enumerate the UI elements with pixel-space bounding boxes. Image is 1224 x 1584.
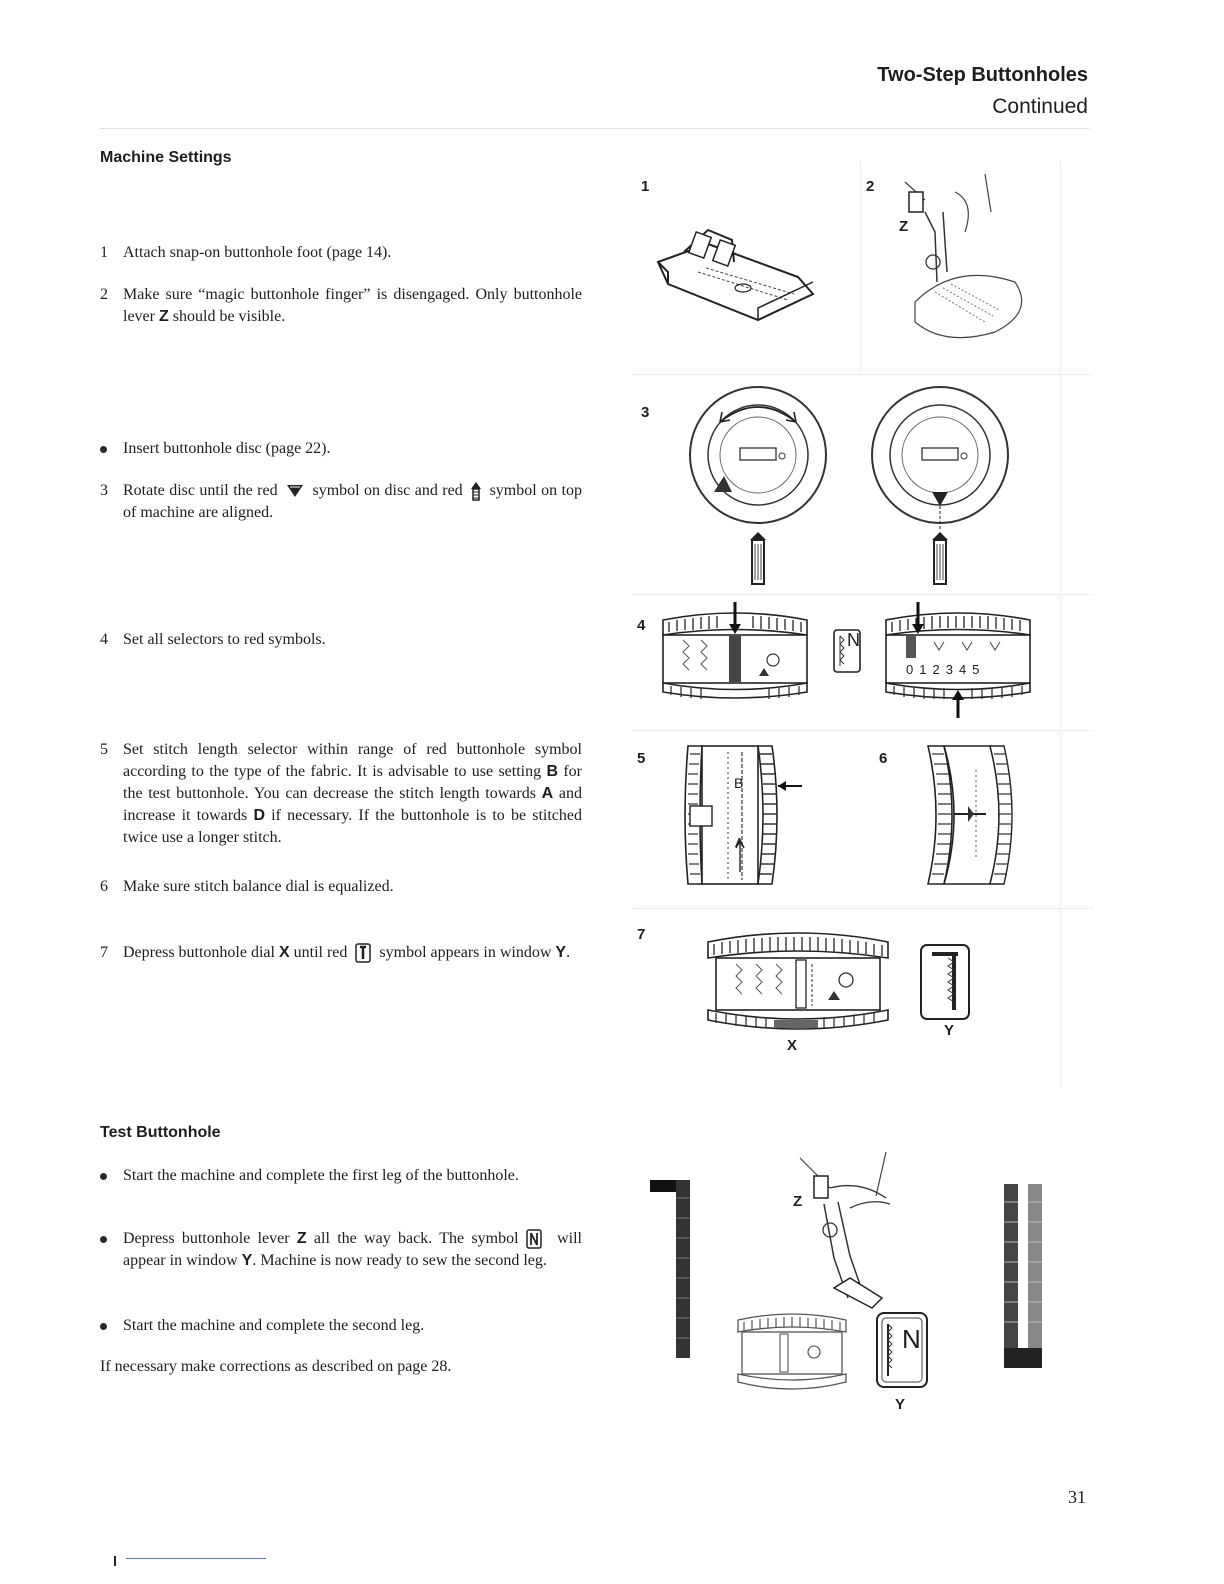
first-leg-stitch-figure xyxy=(648,1178,692,1360)
figure-number: 5 xyxy=(637,750,646,767)
footer-mark xyxy=(114,1556,116,1566)
figure-number: 7 xyxy=(637,926,646,943)
figure-grid-line xyxy=(632,908,1092,909)
stitch-selector-figure xyxy=(655,600,815,700)
figure-grid-line xyxy=(632,594,1092,595)
step-text: Depress buttonhole lever Z all the way back. The symbol will appear in window Y. Machine is now ready to sew the second leg. xyxy=(123,1230,582,1269)
header-rule xyxy=(100,128,1090,129)
closing-note: If necessary make corrections as described on page 28. xyxy=(100,1358,452,1375)
step-text: Rotate disc until the red symbol on disc and red symbol on top of machine are aligned. xyxy=(123,482,583,521)
buttonhole-second-leg-symbol-icon xyxy=(526,1229,542,1249)
dial-x-figure-label: X xyxy=(787,1037,798,1054)
stitch-balance-dial-figure xyxy=(920,740,1010,890)
step-text: Set all selectors to red symbols. xyxy=(123,631,326,648)
scale-number: 4 xyxy=(958,662,973,677)
scale-number: 1 xyxy=(919,662,933,677)
step-marker: 4 xyxy=(100,631,108,648)
lever-z-figure-label: Z xyxy=(899,218,909,235)
lever-z-label: Z xyxy=(158,308,169,325)
figure-number: 1 xyxy=(641,178,650,195)
figure-number: 6 xyxy=(879,750,888,767)
figure-number: 2 xyxy=(866,178,875,195)
stitch-width-figure xyxy=(878,600,1038,720)
bullet-icon xyxy=(100,1236,107,1243)
step-3 xyxy=(100,480,582,524)
figure-grid-line xyxy=(632,374,1092,375)
figure-grid-line xyxy=(860,160,861,374)
buttonhole-dial-small-figure xyxy=(732,1306,852,1396)
step-2 xyxy=(100,284,582,328)
window-n-label: N xyxy=(847,630,860,650)
test-step-1 xyxy=(100,1165,582,1187)
test-buttonhole-heading: Test Buttonhole xyxy=(100,1124,221,1141)
step-5 xyxy=(100,739,582,849)
step-6 xyxy=(100,876,582,898)
bullet-icon xyxy=(100,1323,107,1330)
red-pointer-symbol-icon xyxy=(470,481,482,501)
figure-grid-line xyxy=(1060,160,1061,1090)
test-step-2 xyxy=(100,1228,582,1272)
step-text: Make sure stitch balance dial is equalized. xyxy=(123,878,394,895)
step-marker: 2 xyxy=(100,286,108,303)
bullet-icon xyxy=(100,1173,107,1180)
step-marker: 1 xyxy=(100,244,108,261)
test-step-3 xyxy=(100,1315,582,1337)
scale-number: 2 xyxy=(932,662,946,677)
stitch-length-selector-figure xyxy=(680,740,830,890)
disc-rotate-figure xyxy=(688,380,828,590)
step-text: Start the machine and complete the second leg. xyxy=(123,1317,425,1334)
step-text: Make sure “magic buttonhole finger” is disengaged. Only buttonhole lever Z should be visible. xyxy=(123,286,582,325)
setting-b-label: B xyxy=(734,775,744,791)
buttonhole-first-leg-symbol-icon xyxy=(355,943,371,963)
step-text: Insert buttonhole disc (page 22). xyxy=(123,440,331,457)
step-7 xyxy=(100,942,582,964)
disc-aligned-figure xyxy=(870,380,1010,590)
presser-foot-lever-figure xyxy=(790,1148,900,1318)
footer-rule xyxy=(126,1558,266,1559)
figure-number: 4 xyxy=(637,617,646,634)
bullet-icon xyxy=(100,446,107,453)
step-marker: 6 xyxy=(100,878,108,895)
step-marker: 3 xyxy=(100,482,108,499)
scale-number: 0 xyxy=(906,662,920,677)
step-text: Attach snap-on buttonhole foot (page 14). xyxy=(123,244,392,261)
scale-number: 5 xyxy=(972,662,986,677)
step-text: Start the machine and complete the first leg of the buttonhole. xyxy=(123,1167,519,1184)
step-text: Depress buttonhole dial X until red symbol appears in window Y. xyxy=(123,942,582,964)
step-marker: 7 xyxy=(100,944,108,961)
bullet-insert-disc xyxy=(100,438,582,460)
section-title: Two-Step Buttonholes xyxy=(877,64,1088,86)
page-number: 31 xyxy=(1068,1487,1086,1507)
buttonhole-dial-figure xyxy=(700,920,896,1036)
completed-buttonhole-figure xyxy=(1002,1182,1044,1372)
window-n-label: N xyxy=(902,1324,921,1354)
machine-settings-heading: Machine Settings xyxy=(100,149,232,166)
section-subtitle: Continued xyxy=(992,95,1088,118)
figure-number: 3 xyxy=(641,404,650,421)
scale-number: 3 xyxy=(945,662,959,677)
step-text: Set stitch length selector within range of red buttonhole symbol according to the type of the fabric. It is advisable to use setting B for the test buttonhole. You can decrease the stitch length towards A and increase it towards D if necessary. If the buttonhole is to be stitched twice use a longer stitch. xyxy=(123,741,583,846)
step-4 xyxy=(100,629,582,651)
machine-needle-figure xyxy=(895,172,1055,352)
window-y-figure-label: Y xyxy=(895,1396,906,1413)
step-1 xyxy=(100,242,582,264)
setting-a-label: A xyxy=(735,835,744,850)
stitch-width-scale xyxy=(906,662,985,677)
lever-z-figure-label: Z xyxy=(793,1193,803,1210)
window-y-figure-label: Y xyxy=(944,1022,955,1039)
buttonhole-foot-figure xyxy=(648,222,818,332)
figure-grid-line xyxy=(632,730,1092,731)
red-triangle-symbol-icon xyxy=(286,484,304,498)
window-y-figure xyxy=(918,942,972,1022)
step-marker: 5 xyxy=(100,741,108,758)
